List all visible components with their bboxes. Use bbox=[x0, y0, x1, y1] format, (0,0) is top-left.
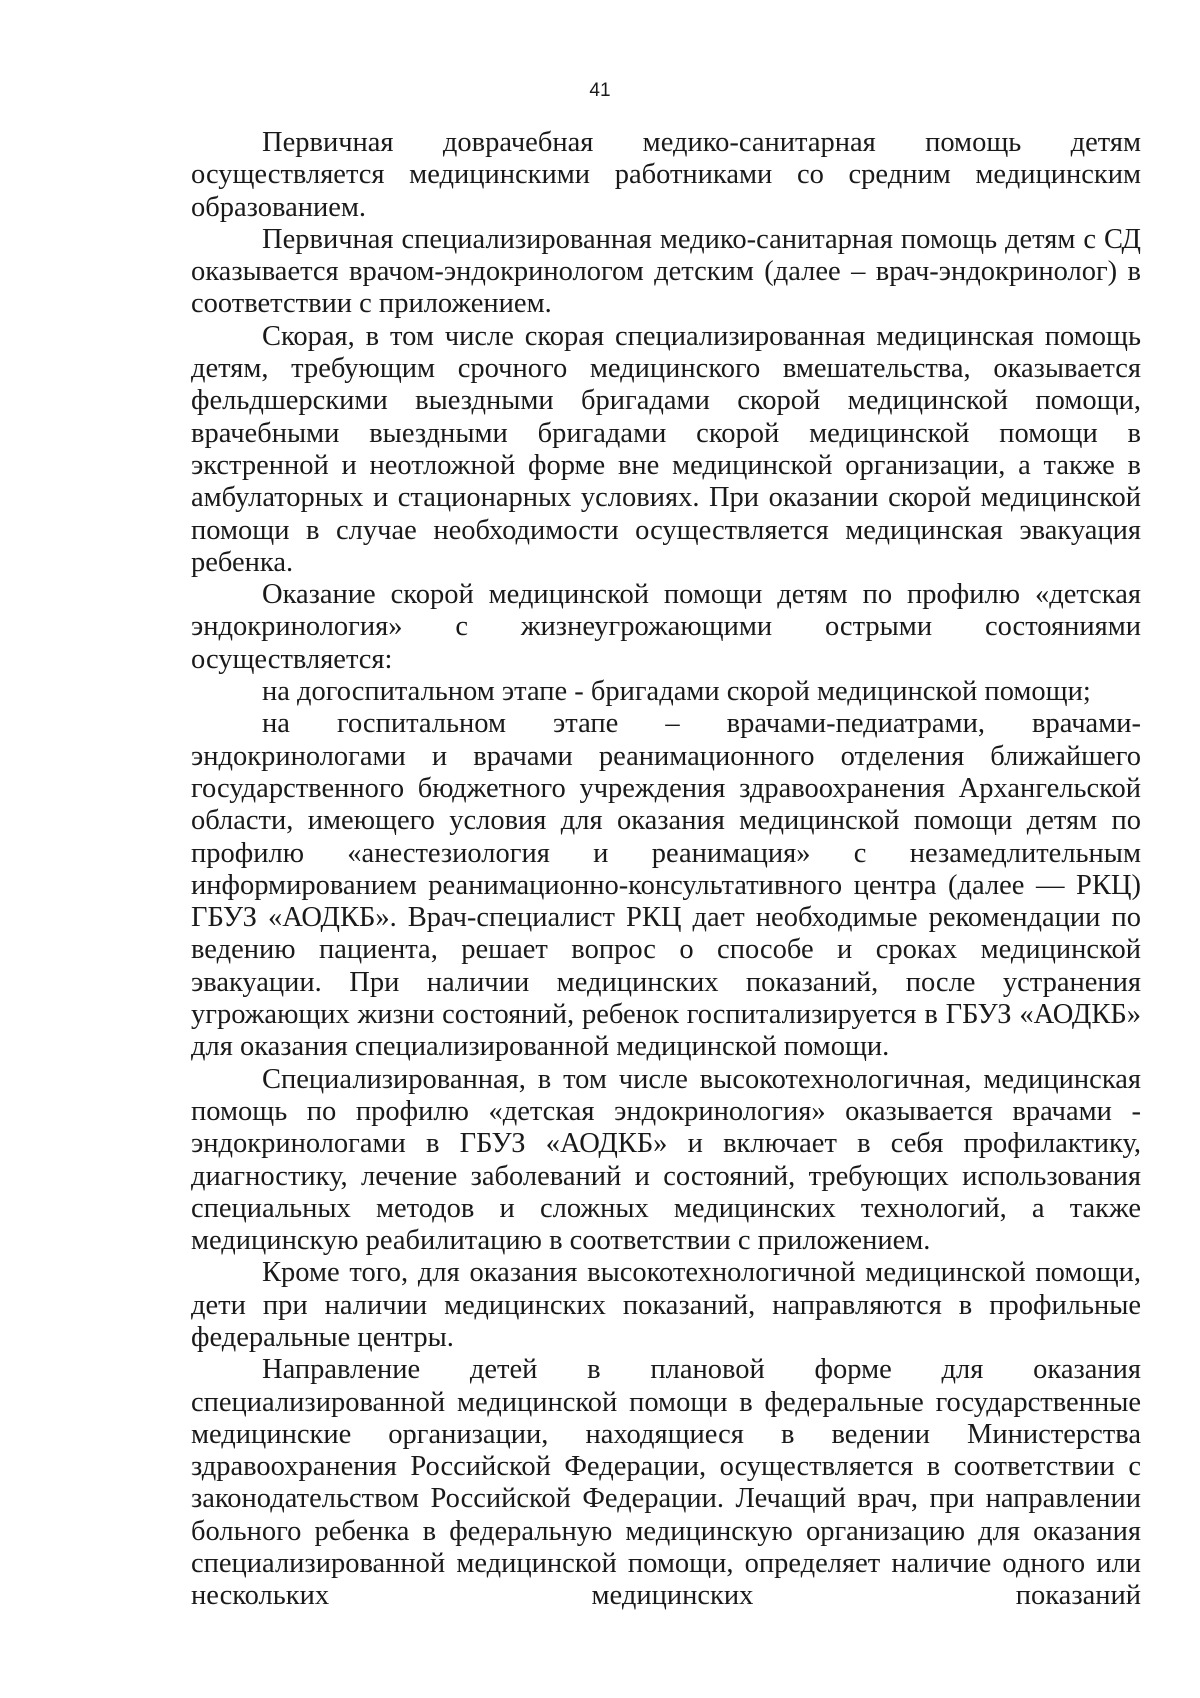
paragraph-specialized-primary-care: Первичная специализированная медико-санитарная помощь детям с СД оказывается врачом-эндокринологом детским (далее – врач-эндокринолог) в соответствии с приложением. bbox=[191, 223, 1141, 320]
paragraph-federal-centers: Кроме того, для оказания высокотехнологичной медицинской помощи, дети при наличии медицинских показаний, направляются в профильные федеральные центры. bbox=[191, 1257, 1141, 1353]
paragraph-hospital-stage: на госпитальном этапе – врачами-педиатрами, врачами-эндокринологами и врачами реанимационного отделения ближайшего государственного бюджетного учреждения здравоохранения Архангельской области, имеющего условия для оказания медицинской помощи детям по профилю «анестезиология и реанимация» с незамедлительным информированием реанимационно-консультативного центра (далее — РКЦ) ГБУЗ «АОДКБ». Врач-специалист РКЦ дает необходимые рекомендации по ведению пациента, решает вопрос о способе и сроках медицинской эвакуации. При наличии медицинских показаний, после устранения угрожающих жизни состояний, ребенок госпитализируется в ГБУЗ «АОДКБ» для оказания специализированной медицинской помощи. bbox=[191, 708, 1141, 1063]
paragraph-primary-prehospital-care: Первичная доврачебная медико-санитарная помощь детям осуществляется медицинскими работниками со средним медицинским образованием. bbox=[191, 127, 1141, 223]
page-number: 41 bbox=[589, 80, 611, 101]
paragraph-prehospital-stage: на догоспитальном этапе - бригадами скорой медицинской помощи; bbox=[262, 676, 1091, 708]
paragraph-emergency-care: Скорая, в том числе скорая специализированная медицинская помощь детям, требующим срочного медицинского вмешательства, оказывается фельдшерскими выездными бригадами скорой медицинской помощи, врачебными выездными бригадами скорой медицинской помощи в экстренной и неотложной форме вне медицинской организации, а также в амбулаторных и стационарных условиях. При оказании скорой медицинской помощи в случае необходимости осуществляется медицинская эвакуация ребенка. bbox=[191, 320, 1141, 578]
paragraph-planned-referral: Направление детей в плановой форме для оказания специализированной медицинской помощи в федеральные государственные медицинские организации, находящиеся в ведении Министерства здравоохранения Российской Федерации, осуществляется в соответствии с законодательством Российской Федерации. Лечащий врач, при направлении больного ребенка в федеральную медицинскую организацию для оказания специализированной медицинской помощи, определяет наличие одного или нескольких медицинских показаний bbox=[191, 1354, 1141, 1612]
body-text bbox=[191, 127, 1141, 1613]
paragraph-high-tech-care: Специализированная, в том числе высокотехнологичная, медицинская помощь по профилю «детская эндокринология» оказывается врачами - эндокринологами в ГБУЗ «АОДКБ» и включает в себя профилактику, диагностику, лечение заболеваний и состояний, требующих использования специальных методов и сложных медицинских технологий, а также медицинскую реабилитацию в соответствии с приложением. bbox=[191, 1063, 1141, 1257]
paragraph-emergency-endocrinology: Оказание скорой медицинской помощи детям по профилю «детская эндокринология» с жизнеугрожающими острыми состояниями осуществляется: bbox=[191, 579, 1141, 675]
